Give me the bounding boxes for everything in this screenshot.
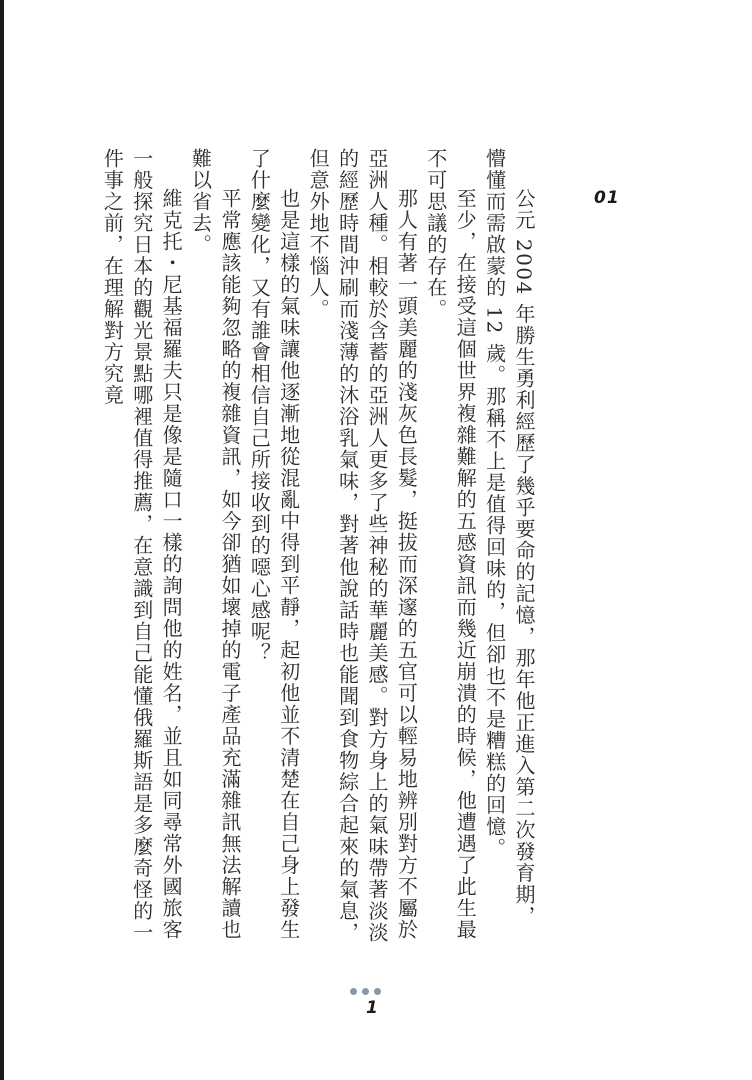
page-edge-rule (0, 0, 4, 1080)
chapter-number: 01 (594, 188, 620, 208)
body-text (100, 148, 538, 948)
page-ornament-dots (350, 988, 381, 995)
paragraph: 平常應該能夠忽略的複雜資訊，如今卻猶如壞掉的電子產品充滿雜訊無法解讀也難以省去。 (188, 148, 242, 941)
paragraph: 至少，在接受這個世界複雜難解的五感資訊而幾近崩潰的時候，他遭遇了此生最不可思議的存在。 (423, 148, 478, 941)
ornament-dot (350, 988, 357, 995)
paragraph: 維克托・尼基福羅夫只是像是隨口一樣的詢問他的姓名，並且如同尋常外國旅客一般探究日本的觀光景點哪裡值得推薦，在意識到自己能懂俄羅斯語是多麼奇怪的一件事之前，在理解對方究竟 (100, 148, 184, 944)
ornament-dot (374, 988, 381, 995)
paragraph: 公元 2004 年勝生勇利經歷了幾乎要命的記憶，那年他正進入第二次發育期，懵懂而需啟蒙的 12 歲。那稱不上是值得回味的，但卻也不是糟糕的回憶。 (482, 148, 536, 928)
paragraph: 那人有著一頭美麗的淺灰色長髮，挺拔而深邃的五官可以輕易地辨別對方不屬於亞洲人種。相較於含蓄的亞洲人更多了些神秘的華麗美感。對方身上的氣味帶著淡淡的經歷時間沖刷而淺薄的沐浴乳氣味，對著他說話時也能聞到食物綜合起來的氣息，但意外地不惱人。 (306, 148, 419, 944)
page-number: 1 (366, 998, 378, 1018)
ornament-dot (362, 988, 369, 995)
paragraph: 也是這樣的氣味讓他逐漸地從混亂中得到平靜，起初他並不清楚在自己身上發生了什麼變化，又有誰會相信自己所接收到的噁心感呢？ (247, 148, 301, 941)
